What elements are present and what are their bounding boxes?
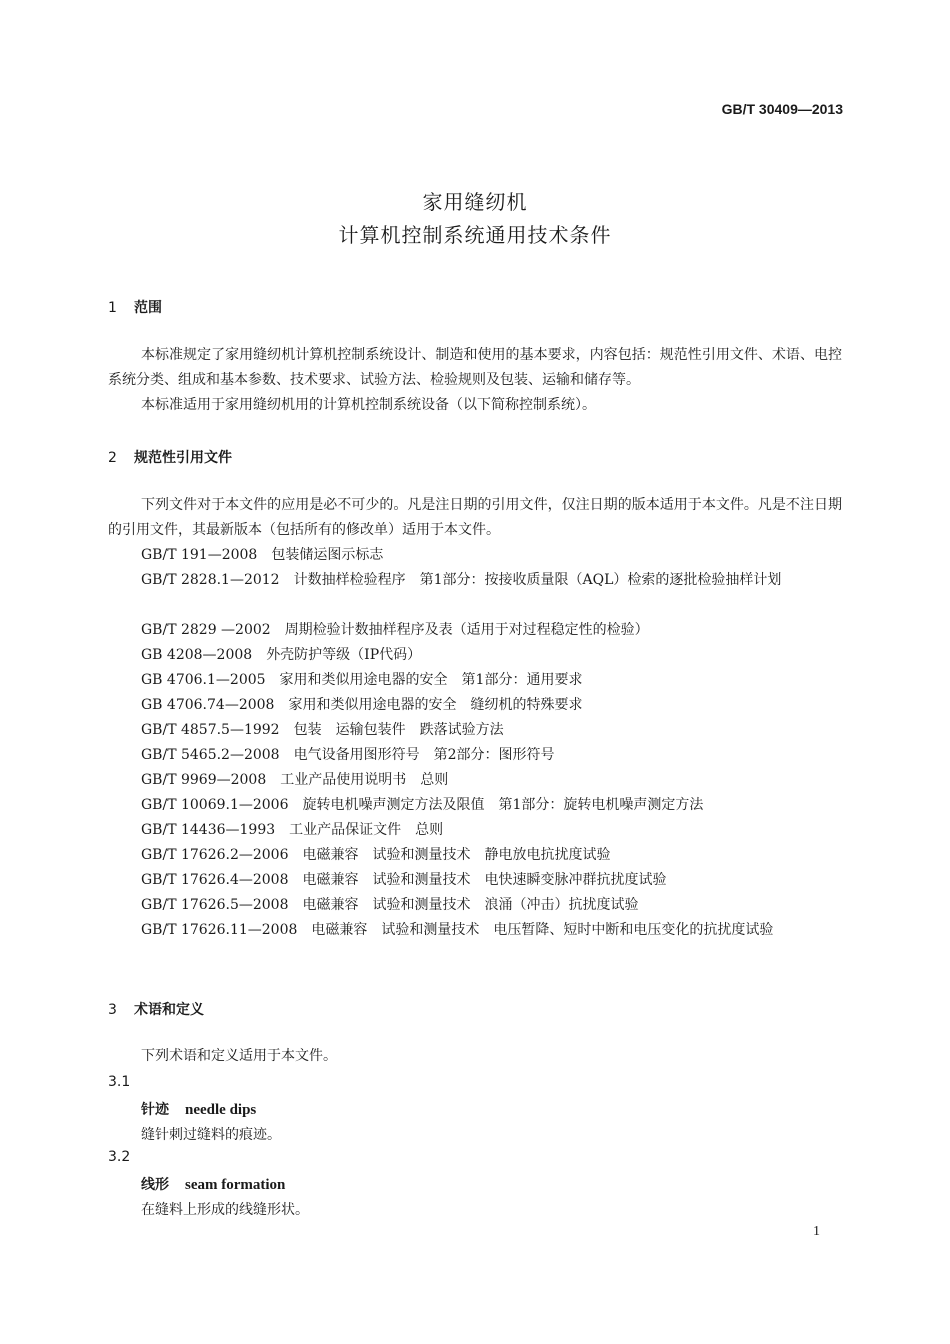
reference-code: GB/T 9969—2008 (141, 772, 267, 788)
section-2-heading (108, 447, 232, 467)
reference-title-part: 浪涌（冲击）抗扰度试验 (484, 897, 639, 913)
reference-title-part: 电快速瞬变脉冲群抗扰度试验 (484, 872, 667, 888)
section-1-paragraph-1: 本标准规定了家用缝纫机计算机控制系统设计、制造和使用的基本要求，内容包括：规范性引用文件、术语、电控系统分类、组成和基本参数、技术要求、试验方法、检验规则及包装、运输和储存等。 (108, 347, 842, 388)
reference-title: 包装储运图示标志 (271, 547, 384, 563)
reference-title: 旋转电机噪声测定方法及限值 (302, 797, 485, 813)
reference-title-part: 第1部分：旋转电机噪声测定方法 (498, 797, 704, 813)
section-title: 范围 (134, 300, 162, 316)
term-definition: 缝针刺过缝料的痕迹。 (141, 1127, 281, 1143)
term-number: 3.2 (108, 1149, 131, 1165)
reference-title-part: 电压暂降、短时中断和电压变化的抗扰度试验 (493, 922, 774, 938)
reference-title-part: 缝纫机的特殊要求 (470, 697, 583, 713)
reference-item (108, 668, 842, 693)
title-line-1: 家用缝纫机 (422, 190, 528, 214)
reference-title-part: 试验和测量技术 (381, 922, 480, 938)
reference-title: 包装 (293, 722, 322, 738)
reference-code: GB 4706.74—2008 (141, 697, 275, 713)
term-number: 3.1 (108, 1074, 131, 1090)
reference-title-part: 静电放电抗扰度试验 (484, 847, 611, 863)
reference-title-part: 试验和测量技术 (372, 872, 471, 888)
reference-code: GB/T 5465.2—2008 (141, 747, 280, 763)
reference-code: GB/T 2828.1—2012 (141, 572, 280, 588)
reference-title-part: 跌落试验方法 (419, 722, 504, 738)
reference-title-part: 第1部分：通用要求 (461, 672, 583, 688)
term-chinese: 针迹 (141, 1102, 169, 1118)
reference-item (108, 793, 842, 818)
term-definition: 在缝料上形成的线缝形状。 (141, 1202, 309, 1218)
term-english: seam formation (185, 1177, 286, 1193)
reference-title-part: 总则 (415, 822, 444, 838)
reference-title-part: 运输包装件 (335, 722, 406, 738)
reference-item (108, 718, 842, 743)
section-1-heading (108, 297, 162, 317)
reference-title: 家用和类似用途电器的安全 (288, 697, 457, 713)
term-name (141, 1174, 285, 1194)
section-number: 1 (108, 300, 117, 316)
page-number: 1 (813, 1224, 820, 1239)
reference-code: GB 4208—2008 (141, 647, 253, 663)
reference-title-part: 第2部分：图形符号 (433, 747, 555, 763)
reference-title: 工业产品使用说明书 (280, 772, 407, 788)
section-1-paragraph-2: 本标准适用于家用缝纫机用的计算机控制系统设备（以下简称控制系统）。 (141, 397, 596, 413)
section-3-intro: 下列术语和定义适用于本文件。 (141, 1048, 337, 1064)
reference-title: 电磁兼容 (302, 872, 359, 888)
reference-item (108, 868, 842, 893)
reference-title-part: 总则 (420, 772, 449, 788)
reference-item (108, 918, 842, 943)
reference-code: GB/T 2829 —2002 (141, 622, 271, 638)
reference-item (108, 818, 842, 843)
section-title: 术语和定义 (134, 1002, 204, 1018)
section-title: 规范性引用文件 (134, 450, 232, 466)
term-chinese: 线形 (141, 1177, 169, 1193)
reference-item (108, 843, 842, 868)
section-3-heading (108, 999, 204, 1019)
reference-item (108, 893, 842, 918)
reference-code: GB/T 17626.4—2008 (141, 872, 289, 888)
reference-code: GB/T 10069.1—2006 (141, 797, 289, 813)
reference-code: GB/T 191—2008 (141, 547, 258, 563)
reference-title-part: 试验和测量技术 (372, 897, 471, 913)
section-2-intro: 下列文件对于本文件的应用是必不可少的。凡是注日期的引用文件，仅注日期的版本适用于本文件。凡是不注日期的引用文件，其最新版本（包括所有的修改单）适用于本文件。 (108, 497, 842, 538)
reference-code: GB/T 17626.5—2008 (141, 897, 289, 913)
reference-title-part: 第1部分：按接收质量限（AQL）检索的逐批检验抽样计划 (419, 572, 782, 588)
reference-code: GB 4706.1—2005 (141, 672, 266, 688)
reference-code: GB/T 17626.11—2008 (141, 922, 298, 938)
reference-item (108, 543, 842, 568)
reference-title-part: 试验和测量技术 (372, 847, 471, 863)
reference-title: 计数抽样检验程序 (293, 572, 406, 588)
standard-code: GB/T 30409—2013 (721, 101, 843, 117)
reference-title: 电磁兼容 (302, 897, 359, 913)
section-number: 2 (108, 450, 117, 466)
reference-title: 电气设备用图形符号 (293, 747, 420, 763)
term-name (141, 1099, 256, 1119)
reference-title: 周期检验计数抽样程序及表（适用于对过程稳定性的检验） (284, 622, 649, 638)
reference-item (108, 568, 842, 593)
reference-item (108, 643, 842, 668)
reference-title: 工业产品保证文件 (289, 822, 402, 838)
reference-item (108, 693, 842, 718)
reference-title: 家用和类似用途电器的安全 (279, 672, 448, 688)
section-number: 3 (108, 1002, 117, 1018)
reference-title: 外壳防护等级（IP代码） (266, 647, 422, 663)
reference-code: GB/T 14436—1993 (141, 822, 276, 838)
title-line-2: 计算机控制系统通用技术条件 (338, 223, 612, 247)
reference-item (108, 743, 842, 768)
reference-title: 电磁兼容 (302, 847, 359, 863)
reference-code: GB/T 17626.2—2006 (141, 847, 289, 863)
reference-code: GB/T 4857.5—1992 (141, 722, 280, 738)
reference-item (108, 618, 842, 643)
reference-item (108, 768, 842, 793)
reference-title: 电磁兼容 (311, 922, 368, 938)
term-english: needle dips (185, 1102, 257, 1118)
